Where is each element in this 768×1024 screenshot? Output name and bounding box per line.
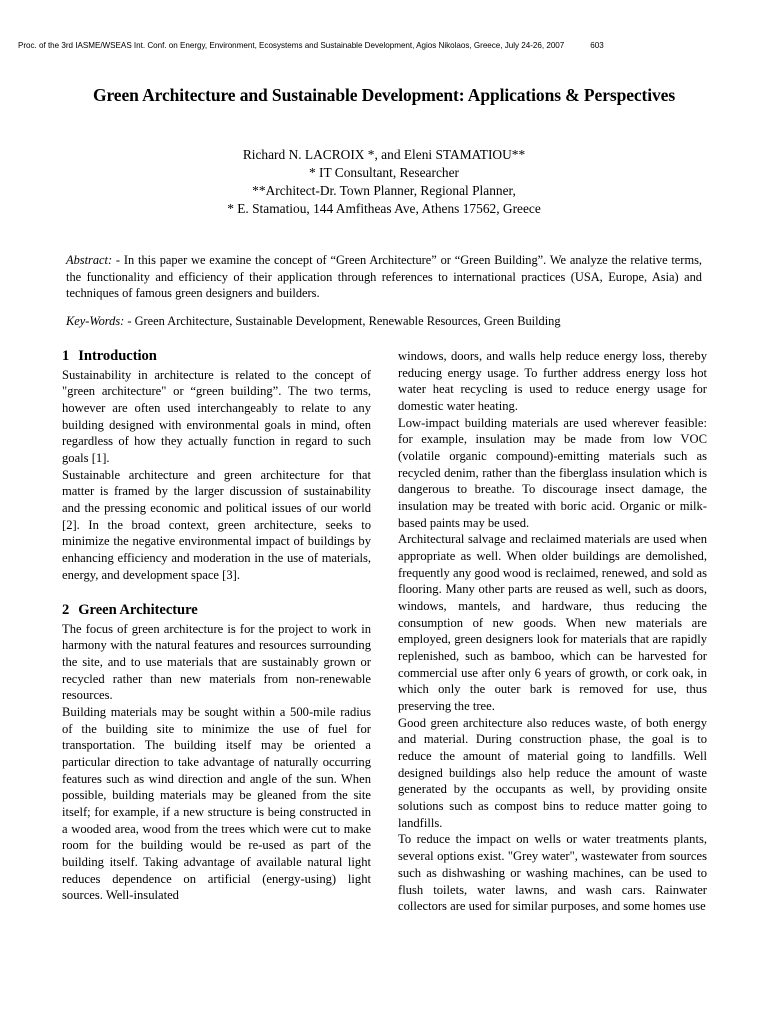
section-number: 1 (62, 348, 70, 364)
authors-block (70, 146, 698, 218)
paragraph: Building materials may be sought within a 500-mile radius of the building site to minimize the use of fuel for transportation. The building itself may be oriented a particular direction to take advantage of naturally occurring features such as wind direction and angle of the sun. When possible, building materials may be gleaned from the site itself; for example, if a new structure is being constructed in a wooded area, wood from the trees which were cut to make room for the building would be re-used as part of the building itself. Taking advantage of available natural light reduces dependence on artificial (energy-using) light sources. Well-insulated (62, 705, 371, 903)
page-title: Green Architecture and Sustainable Development: Applications & Perspectives (92, 85, 676, 105)
keywords-block (66, 313, 702, 330)
right-column (398, 348, 707, 928)
author-names: Richard N. LACROIX *, and Eleni STAMATIOU** (242, 147, 526, 162)
section-title: Introduction (78, 348, 157, 364)
abstract-dash: - (112, 253, 124, 267)
section-heading-introduction (62, 348, 371, 366)
paragraph: Good green architecture also reduces waste, of both energy and material. During construction phase, the goal is to reduce the amount of material going to landfills. Well designed buildings also help reduce the amount of waste generated by the occupants as well, by providing onsite solutions such as compost bins to reduce matter going to landfills. (398, 715, 707, 830)
paragraph: Sustainability in architecture is related to the concept of "green architecture" or “green building”. The two terms, however are often used interchangeably to relate to any building designed with environmental goals in mind, often regardless of how they actually function in regard to such goals [1]. (62, 367, 371, 465)
author-affiliation-2: **Architect-Dr. Town Planner, Regional Planner, (252, 183, 516, 199)
paragraph: windows, doors, and walls help reduce energy loss, thereby reducing energy usage. To further address energy loss hot water heat recycling is used to reduce energy usage for domestic water heating. (398, 349, 707, 414)
running-header (18, 41, 750, 50)
author-affiliation-1: * IT Consultant, Researcher (309, 165, 459, 181)
section-heading-green-architecture (62, 602, 371, 620)
section-title: Green Architecture (78, 602, 198, 619)
paragraph: The focus of green architecture is for the project to work in harmony with the natural features and resources surrounding the site, and to use materials that are sustainably grown or recycled rather than new materials from non-renewable resources. (62, 621, 371, 703)
left-column (62, 348, 371, 928)
abstract-text: In this paper we examine the concept of “Green Architecture” or “Green Building”. We analyze the relative terms, the functionality and efficiency of their application through references to international practices (USA, Europe, Asia) and techniques of famous green designers and builders. (66, 253, 702, 300)
abstract-label: Abstract: (66, 253, 113, 267)
page-number: 603 (590, 41, 604, 50)
paragraph: Architectural salvage and reclaimed materials are used when appropriate as well. When older buildings are demolished, frequently any good wood is reclaimed, renewed, and sold as flooring. Many other parts are reused as well, such as doors, windows, mantels, and hardware, thus reducing the consumption of new goods. When new materials are employed, green designers look for materials that are rapidly replenished, such as bamboo, which can be harvested for commercial use after only 6 years of growth, or cork oak, in which only the outer bark is removed for use, thus preserving the tree. (398, 532, 707, 714)
paragraph: Low-impact building materials are used wherever feasible: for example, insulation may be made from low VOC (volatile organic compound)-emitting materials such as recycled denim, rather than the fiberglass insulation which is dangerous to breathe. To discourage insect damage, the insulation may be treated with boric acid. Organic or milk-based paints may be used. (398, 415, 707, 530)
keywords-label: Key-Words: (66, 314, 125, 328)
author-address: * E. Stamatiou, 144 Amfitheas Ave, Athens 17562, Greece (227, 201, 541, 217)
paragraph: Sustainable architecture and green architecture for that matter is framed by the larger discussion of sustainability and the pressing economic and political issues of our world [2]. In the broad context, green architecture, seeks to minimize the negative environmental impact of buildings by enhancing efficiency and moderation in the use of materials, energy, and development space [3]. (62, 467, 371, 582)
proceedings-citation: Proc. of the 3rd IASME/WSEAS Int. Conf. on Energy, Environment, Ecosystems and Sustainable Development, Agios Nikolaos, Greece, July 24-26, 2007 (18, 41, 565, 50)
title-block (70, 84, 698, 107)
section-spacer (62, 583, 371, 602)
section-number: 2 (62, 602, 70, 619)
body-columns (62, 348, 708, 928)
keywords-text: Green Architecture, Sustainable Development, Renewable Resources, Green Building (134, 314, 561, 328)
keywords-dash: - (124, 314, 135, 328)
paragraph: To reduce the impact on wells or water treatments plants, several options exist. "Grey water", wastewater from sources such as dishwashing or washing machines, can be used to flush toilets, water lawns, and wash cars. Rainwater collectors are used for similar purposes, and some homes use (398, 832, 707, 914)
abstract-block (66, 252, 702, 302)
